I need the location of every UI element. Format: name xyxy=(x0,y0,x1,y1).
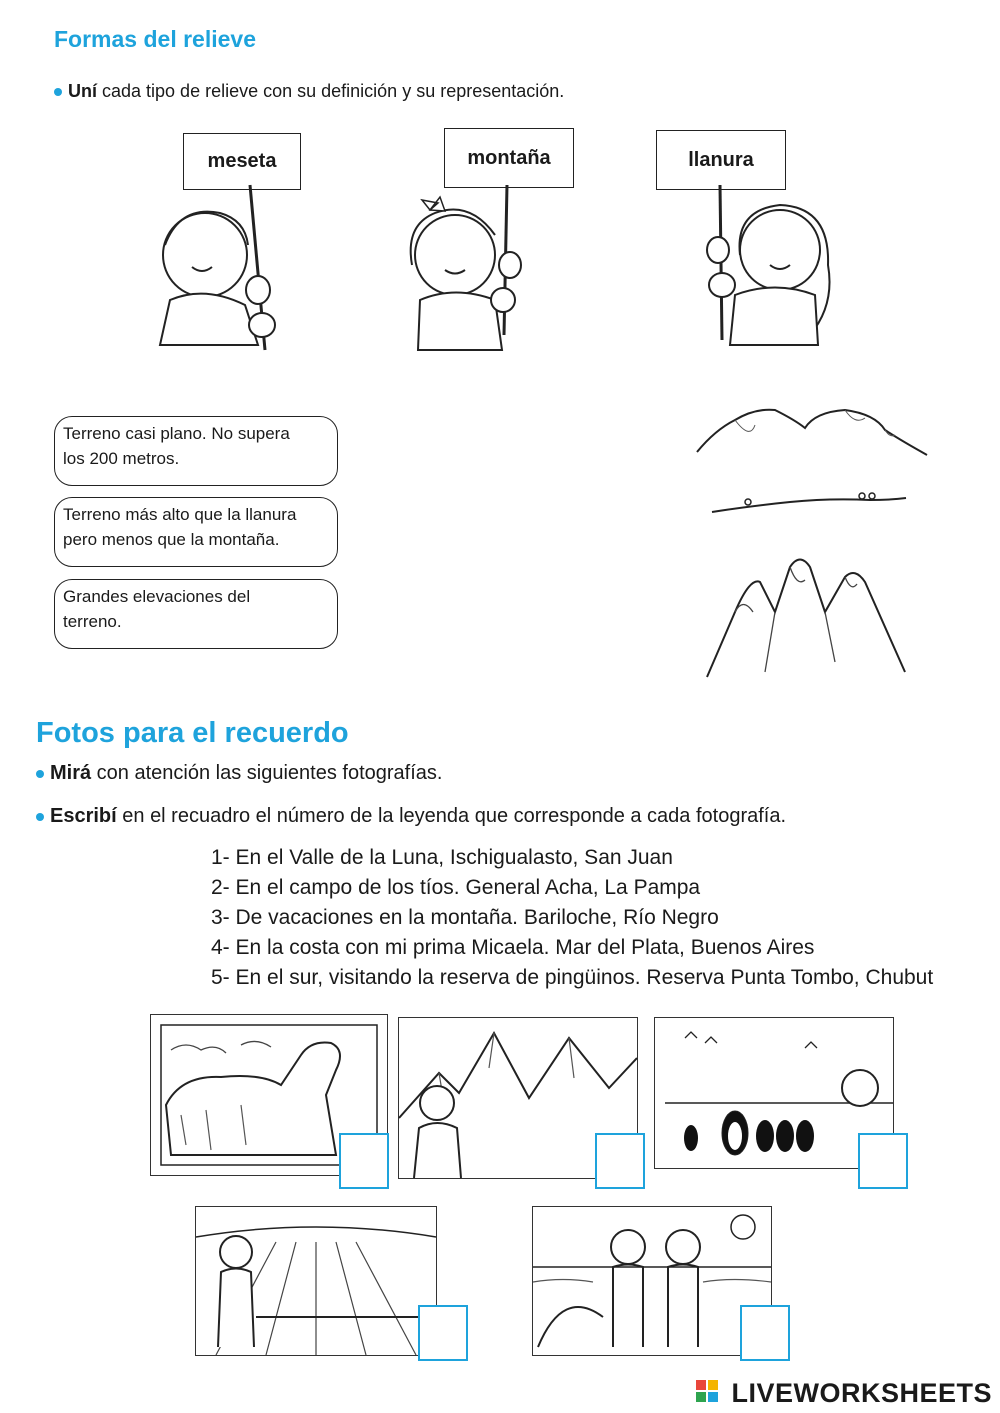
photo-mar-del-plata xyxy=(532,1206,772,1356)
legend-5: 5- En el sur, visitando la reserva de pingüinos. Reserva Punta Tombo, Chubut xyxy=(211,966,934,989)
sign-llanura[interactable]: llanura xyxy=(656,130,786,190)
answer-box-photo-2[interactable] xyxy=(595,1133,645,1189)
child-girl-illustration xyxy=(390,185,540,355)
liveworksheets-logo-icon xyxy=(696,1380,718,1404)
definition-box-3[interactable]: Grandes elevaciones del terreno. xyxy=(54,579,338,649)
farm-field-drawing xyxy=(196,1207,436,1355)
answer-box-photo-5[interactable] xyxy=(740,1305,790,1361)
child-long-hair-illustration xyxy=(700,185,850,355)
mountains-drawing[interactable] xyxy=(705,552,910,682)
section1-title: Formas del relieve xyxy=(54,26,256,52)
sign-montana[interactable]: montaña xyxy=(444,128,574,188)
beach-drawing xyxy=(533,1207,771,1355)
plain-drawing[interactable] xyxy=(710,488,910,518)
brand-watermark: LIVEWORKSHEETS xyxy=(731,1378,992,1408)
answer-box-photo-4[interactable] xyxy=(418,1305,468,1361)
section2-title: Fotos para el recuerdo xyxy=(36,717,349,749)
legend-2: 2- En el campo de los tíos. General Acha, La Pampa xyxy=(211,876,701,899)
section1-instruction: Uní cada tipo de relieve con su definición y su representación. xyxy=(54,81,564,102)
legend-1: 1- En el Valle de la Luna, Ischigualasto, San Juan xyxy=(211,846,673,869)
legend-4: 4- En la costa con mi prima Micaela. Mar del Plata, Buenos Aires xyxy=(211,936,815,959)
child-boy-illustration xyxy=(130,185,290,355)
definition-box-2[interactable]: Terreno más alto que la llanura pero menos que la montaña. xyxy=(54,497,338,567)
section2-instruction-1: Mirá con atención las siguientes fotografías. xyxy=(36,762,442,785)
section2-instruction-2: Escribí en el recuadro el número de la leyenda que corresponde a cada fotografía. xyxy=(36,805,786,828)
photo-general-acha xyxy=(195,1206,437,1356)
plateau-drawing[interactable] xyxy=(695,400,930,460)
answer-box-photo-1[interactable] xyxy=(339,1133,389,1189)
answer-box-photo-3[interactable] xyxy=(858,1133,908,1189)
bullet-icon xyxy=(36,770,44,778)
bullet-icon xyxy=(36,813,44,821)
definition-box-1[interactable]: Terreno casi plano. No supera los 200 metros. xyxy=(54,416,338,486)
sign-meseta[interactable]: meseta xyxy=(183,133,301,190)
bullet-icon xyxy=(54,88,62,96)
legend-3: 3- De vacaciones en la montaña. Bariloche, Río Negro xyxy=(211,906,719,929)
